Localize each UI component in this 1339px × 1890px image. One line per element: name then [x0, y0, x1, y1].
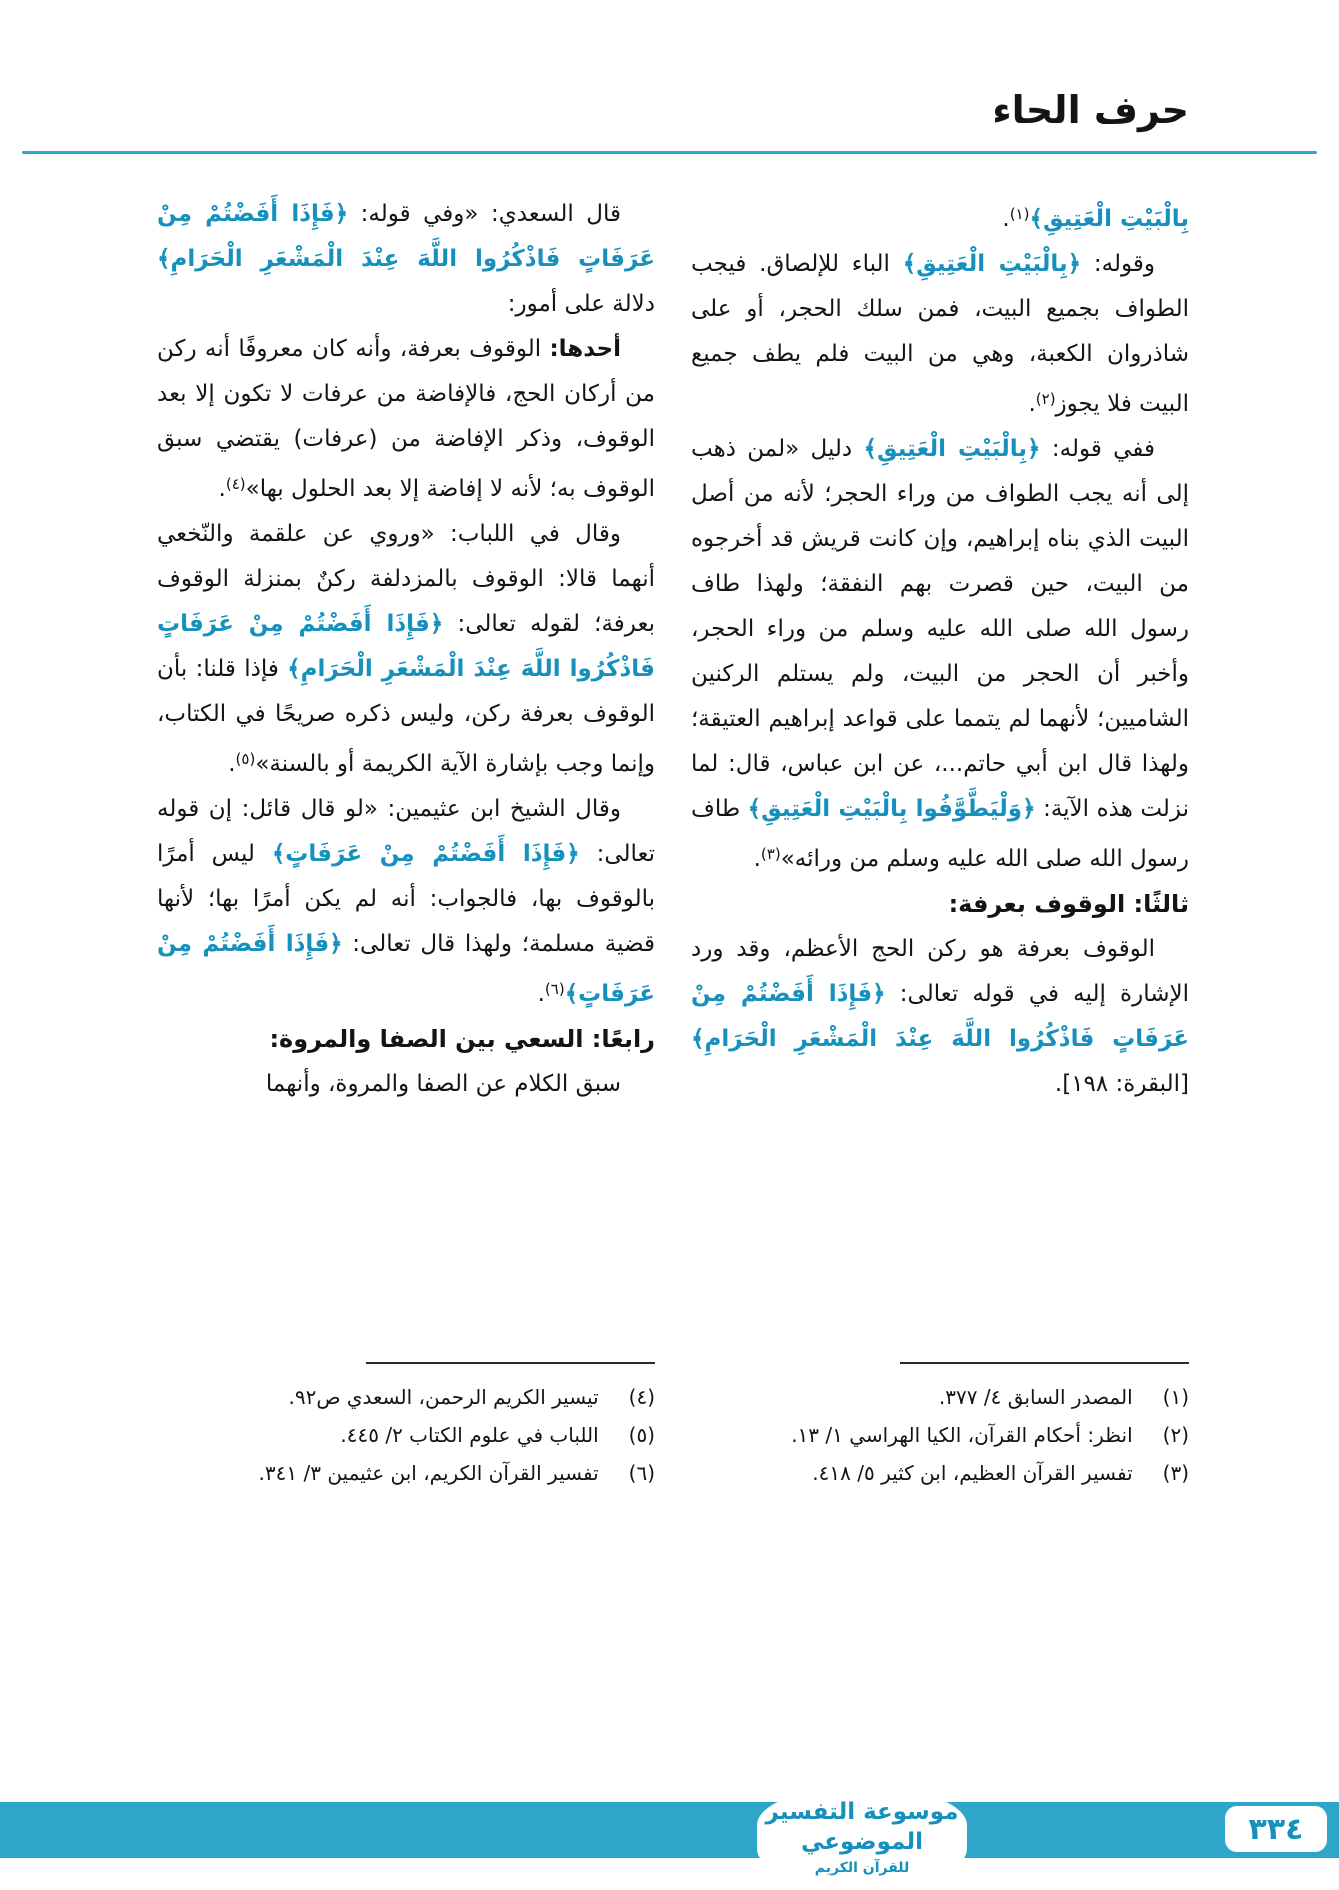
footnote-number: (٤)	[628, 1385, 655, 1409]
text-run: .	[1028, 391, 1036, 417]
quran-verse: ﴿فَإِذَا أَفَضْتُمْ مِنْ عَرَفَاتٍ﴾	[157, 931, 655, 1007]
text-run: الوقوف بعرفة، وأنه كان معروفًا أنه ركن من أركان الحج، فالإفاضة من عرفات لا تكون إلا بعد الوقوف، وذكر الإفاضة من (عرفات) يقتضي سبق الوقوف به؛ لأنه لا إفاضة إلا بعد الحلول بها»	[157, 336, 655, 502]
footnote-separator	[900, 1362, 1189, 1364]
footnote-item	[691, 1454, 1189, 1492]
quran-verse: ﴿فَإِذَا أَفَضْتُمْ مِنْ عَرَفَاتٍ فَاذْكُرُوا اللَّهَ عِنْدَ الْمَشْعَرِ الْحَرَامِ﴾	[157, 611, 655, 682]
footnote-text: اللباب في علوم الكتاب ٢/ ٤٤٥.	[340, 1423, 605, 1447]
body-paragraph	[691, 927, 1189, 1107]
body-paragraph	[691, 192, 1189, 242]
footer-band	[0, 1802, 1339, 1858]
footnote-item	[691, 1416, 1189, 1454]
body-paragraph	[691, 242, 1189, 427]
text-run: الباء للإلصاق. فيجب الطواف بجميع البيت، فمن سلك الحجر، أو على شاذروان الكعبة، وهي من البيت فلم يطف جميع البيت فلا يجوز	[691, 251, 1189, 417]
body-paragraph	[157, 512, 655, 787]
text-run: طاف رسول الله صلى الله عليه وسلم من ورائه»	[691, 796, 1189, 872]
body-paragraph	[157, 192, 655, 327]
footnote-item	[157, 1378, 655, 1416]
text-run: .	[228, 751, 236, 777]
column-left	[157, 192, 655, 1492]
text-run: وقال الشيخ ابن عثيمين: «لو قال قائل: إن قوله تعالى:	[157, 796, 655, 867]
text-run: الوقوف بعرفة هو ركن الحج الأعظم، وقد ورد الإشارة إليه في قوله تعالى:	[691, 936, 1189, 1007]
quran-verse: ﴿فَإِذَا أَفَضْتُمْ مِنْ عَرَفَاتٍ﴾	[271, 841, 580, 867]
header-divider-line	[22, 151, 1317, 154]
footnote-text: المصدر السابق ٤/ ٣٧٧.	[938, 1385, 1139, 1409]
footnote-number: (٦)	[628, 1461, 655, 1485]
footnote-ref: (٥)	[235, 750, 256, 768]
quran-verse: ﴿بِالْبَيْتِ الْعَتِيقِ﴾	[902, 251, 1082, 277]
footnote-ref: (٦)	[544, 980, 565, 998]
footnote-text: انظر: أحكام القرآن، الكيا الهراسي ١/ ١٣.	[791, 1423, 1139, 1447]
emphasis-run: أحدها:	[549, 336, 621, 362]
body-paragraph	[157, 1062, 655, 1107]
chapter-header: حرف الحاء	[992, 88, 1189, 132]
section-heading	[157, 1017, 655, 1062]
text-run: دليل «لمن ذهب إلى أنه يجب الطواف من وراء الحجر؛ لأنه من أصل البيت الذي بناه إبراهيم، وإن كانت قريش قد أخرجوه من البيت، حين قصرت بهم النفقة؛ ولهذا طاف رسول الله صلى الله عليه وسلم من وراء الحجر، وأخبر أن الحجر من البيت، ولم يستلم الركنين الشاميين؛ لأنهما لم يتمما على قواعد إبراهيم العتيقة؛ ولهذا قال ابن أبي حاتم...، عن ابن عباس، قال: لما نزلت هذه الآية:	[691, 436, 1189, 822]
footnote-list-right	[691, 1378, 1189, 1492]
column-right-footnotes	[691, 1356, 1189, 1492]
column-left-body	[157, 192, 655, 1356]
text-run: ليس أمرًا بالوقوف بها، فالجواب: أنه لم يكن أمرًا بها؛ لأنها قضية مسلمة؛ ولهذا قال تعالى:	[157, 841, 655, 957]
text-run: سبق الكلام عن الصفا والمروة، وأنهما	[265, 1071, 621, 1097]
text-run: .	[753, 846, 761, 872]
footnote-ref: (٣)	[760, 845, 781, 863]
footnote-item	[157, 1454, 655, 1492]
quran-verse: ﴿وَلْيَطَّوَّفُوا بِالْبَيْتِ الْعَتِيقِ﴾	[747, 796, 1036, 822]
text-run: .	[1002, 206, 1010, 232]
quran-verse: ﴿فَإِذَا أَفَضْتُمْ مِنْ عَرَفَاتٍ فَاذْكُرُوا اللَّهَ عِنْدَ الْمَشْعَرِ الْحَرَامِ﴾	[691, 981, 1189, 1052]
text-run: ثالثًا: الوقوف بعرفة:	[948, 890, 1189, 918]
footnote-text: تفسير القرآن العظيم، ابن كثير ٥/ ٤١٨.	[812, 1461, 1139, 1485]
footnote-number: (٣)	[1162, 1461, 1189, 1485]
text-run: فإذا قلنا: بأن الوقوف بعرفة ركن، وليس ذكره صريحًا في الكتاب، وإنما وجب بإشارة الآية الكريمة أو بالسنة»	[157, 656, 655, 777]
section-heading	[691, 882, 1189, 927]
text-run: ففي قوله:	[1040, 436, 1155, 462]
footnote-text: تيسير الكريم الرحمن، السعدي ص٩٢.	[288, 1385, 605, 1409]
footnote-item	[157, 1416, 655, 1454]
text-run: دلالة على أمور:	[507, 291, 655, 317]
footnote-ref: (٢)	[1035, 390, 1056, 408]
column-left-footnotes	[157, 1356, 655, 1492]
page-number: ٣٣٤	[1225, 1806, 1327, 1852]
footnote-number: (١)	[1162, 1385, 1189, 1409]
surah-citation: [البقرة: ١٩٨].	[1054, 1071, 1189, 1097]
publisher-emblem	[757, 1788, 967, 1886]
column-right-body	[691, 192, 1189, 1356]
text-run: وقال في اللباب: «وروي عن علقمة والنّخعي أنهما قالا: الوقوف بالمزدلفة ركنٌ بمنزلة الوقوف بعرفة؛ لقوله تعالى:	[157, 521, 655, 637]
body-paragraph	[691, 427, 1189, 882]
footnote-separator	[366, 1362, 655, 1364]
footnote-list-left	[157, 1378, 655, 1492]
text-run: وقوله:	[1081, 251, 1155, 277]
footnote-number: (٢)	[1162, 1423, 1189, 1447]
quran-verse: ﴿بِالْبَيْتِ الْعَتِيقِ﴾	[863, 436, 1041, 462]
text-columns	[157, 192, 1189, 1492]
footnote-number: (٥)	[628, 1423, 655, 1447]
text-run: قال السعدي: «وفي قوله:	[348, 201, 621, 227]
quran-verse: ﴿فَإِذَا أَفَضْتُمْ مِنْ عَرَفَاتٍ فَاذْكُرُوا اللَّهَ عِنْدَ الْمَشْعَرِ الْحَرَامِ﴾	[157, 201, 655, 272]
emblem-subtitle: للقرآن الكريم	[814, 1860, 910, 1876]
column-right	[691, 192, 1189, 1492]
footnote-ref: (١)	[1009, 205, 1030, 223]
quran-verse: بِالْبَيْتِ الْعَتِيقِ﴾	[1029, 206, 1189, 232]
body-paragraph	[157, 327, 655, 512]
footnote-item	[691, 1378, 1189, 1416]
text-run: .	[537, 981, 545, 1007]
text-run: .	[218, 476, 226, 502]
emblem-title: موسوعة التفسير الموضوعي	[765, 1799, 959, 1856]
text-run: رابعًا: السعي بين الصفا والمروة:	[269, 1025, 655, 1053]
footnote-text: تفسير القرآن الكريم، ابن عثيمين ٣/ ٣٤١.	[258, 1461, 605, 1485]
body-paragraph	[157, 787, 655, 1017]
footnote-ref: (٤)	[225, 475, 246, 493]
